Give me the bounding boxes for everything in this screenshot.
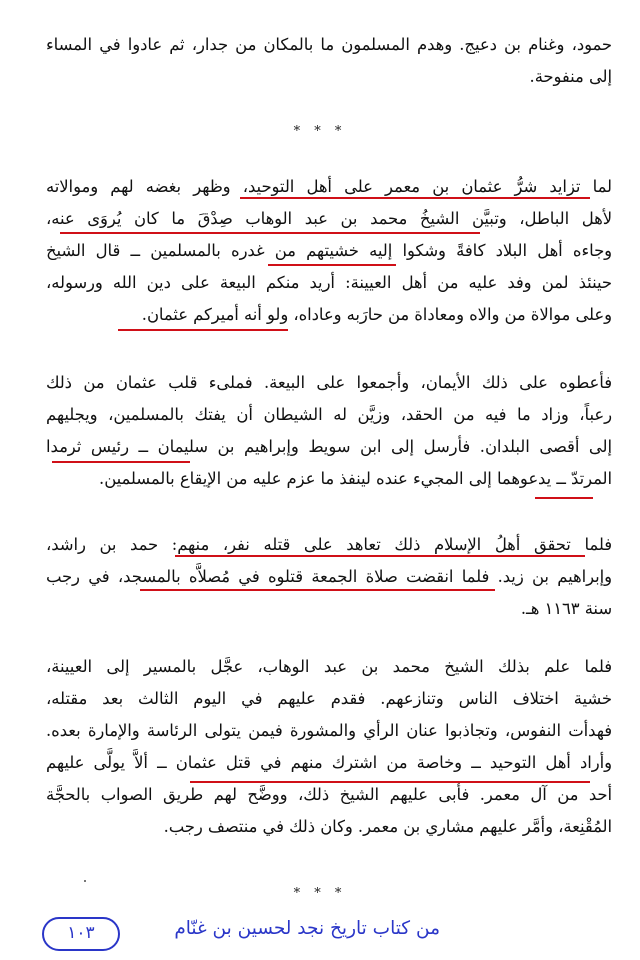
text-line: المُقْنِعة، وأمَّر عليهم مشاري بن معمر. وكان ذلك في منتصف رجب. (163, 817, 612, 836)
text-line: وأراد أهل التوحيد ــ وخاصة من اشترك منهم في قتل عثمان ــ ألاَّ يولَّى عليهم (46, 753, 612, 772)
text-line: حينئذ لمن وفد عليه من أهل العيينة: أريد منكم البيعة على دين الله ورسوله، (46, 273, 612, 292)
underline-mark (175, 555, 585, 557)
text-line: فهدأت النفوس، وتجاذبوا عنان الرأي والمشورة فيمن يتولى الرئاسة والإمارة بعده. (46, 721, 612, 740)
text-line: فلما تحقق أهلُ الإسلام ذلك تعاهد على قتله نفر، منهم: حمد بن راشد، (46, 535, 612, 554)
underline-mark (190, 781, 590, 783)
underline-mark (60, 232, 480, 234)
text-line: وجاءه أهل البلاد كافةً وشكوا إليه خشيتهم من غدره بالمسلمين ــ قال الشيخ (46, 241, 612, 260)
text-line: وإبراهيم بن زيد. فلما انقضت صلاة الجمعة قتلوه في مُصلاَّه بالمسجد، في رجب (46, 567, 612, 586)
text-line: إلى منفوحة. (529, 67, 612, 86)
text-line: المرتدّ ــ يدعوهما إلى المجيء عنده لينفذ ما عزم عليه من الإيقاع بالمسلمين. (99, 469, 612, 488)
text-line: وعلى موالاة من والاه ومعاداة من حارَبه وعاداه، ولو أنه أميركم عثمان. (141, 305, 612, 324)
text-line: فلما علم بذلك الشيخ محمد بن عبد الوهاب، عجَّل بالمسير إلى العيينة، (46, 657, 612, 676)
underline-mark (268, 264, 396, 266)
text-line: إلى أقصى البلدان. فأرسل إلى ابن سويط وإبراهيم بن سليمان ــ رئيس ثرمدا (46, 437, 612, 456)
underline-mark (240, 197, 590, 199)
underline-mark (535, 497, 593, 499)
section-separator: * * * (293, 124, 347, 139)
text-line: أحد من آل معمر. فأبى عليهم الشيخ ذلك، ووضَّح لهم طريق الصواب بالحجَّة (46, 785, 612, 804)
text-line: خشية اختلاف الناس وتنازعهم. فقدم عليهم في اليوم الثالث بعد مقتله، (46, 689, 612, 708)
underline-mark (118, 329, 288, 331)
text-line: حمود، وغنام بن دعيج. وهدم المسلمون ما بالمكان من جدار، ثم عادوا في المساء (46, 35, 612, 54)
text-line: فأعطوه على ذلك الأيمان، وأجمعوا على البيعة. فملىء قلب عثمان من ذلك (46, 373, 612, 392)
text-line: لما تزايد شرُّ عثمان بن معمر على أهل التوحيد، وظهر بغضه لهم وموالاته (46, 177, 612, 196)
source-caption: من كتاب تاريخ نجد لحسين بن غنّام (174, 918, 440, 939)
text-line: رعباً، وزاد ما فيه من الحقد، وزيَّن له الشيطان أن يفتك بالمسلمين، ويجليهم (46, 405, 612, 424)
page-number-badge: ١٠٣ (42, 917, 120, 951)
text-line: سنة ١١٦٣ هـ. (520, 599, 612, 618)
underline-mark (52, 461, 190, 463)
scan-speck (84, 880, 86, 882)
underline-mark (140, 589, 495, 591)
text-line: لأهل الباطل، وتبيَّن الشيخُ محمد بن عبد الوهاب صِدْقَ ما كان يُروَى عنه، (46, 209, 612, 228)
section-separator: * * * (293, 886, 347, 901)
